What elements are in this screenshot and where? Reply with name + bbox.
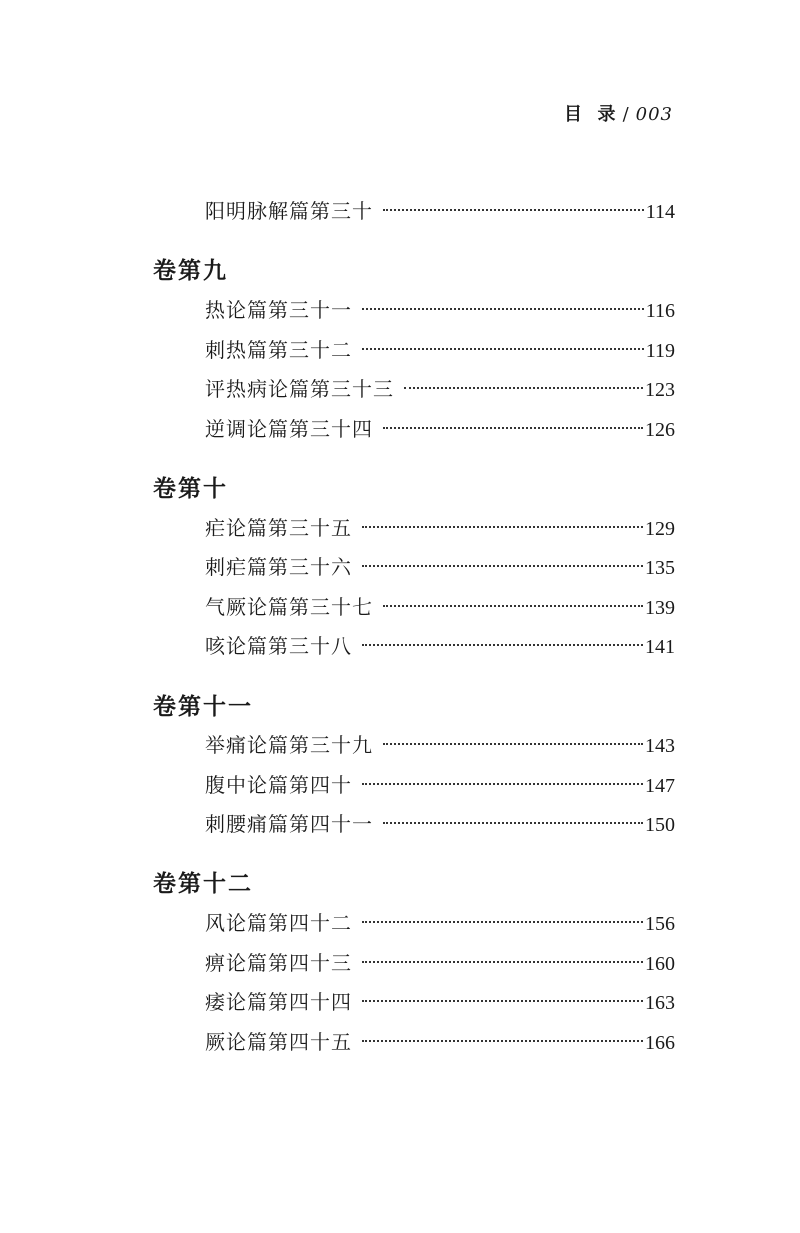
dot-leader — [362, 526, 643, 528]
toc-entry[interactable] — [205, 335, 675, 365]
dot-leader — [383, 209, 644, 211]
entry-title: 阳明脉解篇第三十 — [205, 199, 373, 223]
toc-entry[interactable] — [205, 414, 675, 444]
toc-entry[interactable] — [205, 987, 675, 1017]
dot-leader — [362, 1000, 643, 1002]
header-page-number: 003 — [635, 104, 673, 125]
entry-page-number: 114 — [645, 201, 675, 223]
entry-title: 逆调论篇第三十四 — [205, 417, 373, 441]
toc-entry[interactable] — [205, 770, 675, 800]
toc-entry[interactable] — [205, 809, 675, 839]
entry-page-number: 119 — [645, 340, 675, 362]
entry-page-number: 166 — [645, 1032, 675, 1054]
volume-heading: 卷第九 — [153, 257, 228, 284]
header-title: 目 录 — [564, 104, 617, 125]
toc-entry[interactable] — [205, 592, 675, 622]
entry-title: 气厥论篇第三十七 — [205, 595, 373, 619]
toc-entry[interactable] — [205, 513, 675, 543]
entry-title: 刺疟篇第三十六 — [205, 555, 352, 579]
entry-page-number: 156 — [645, 913, 675, 935]
toc-entry[interactable] — [205, 295, 675, 325]
entry-title: 风论篇第四十二 — [205, 911, 352, 935]
entry-page-number: 139 — [645, 597, 675, 619]
dot-leader — [362, 783, 643, 785]
dot-leader — [362, 961, 643, 963]
volume-heading: 卷第十二 — [153, 870, 253, 897]
entry-title: 刺热篇第三十二 — [205, 338, 352, 362]
dot-leader — [362, 1040, 643, 1042]
entry-title: 痿论篇第四十四 — [205, 990, 352, 1014]
entry-page-number: 129 — [645, 518, 675, 540]
volume-heading: 卷第十 — [153, 475, 228, 502]
entry-page-number: 116 — [645, 300, 675, 322]
dot-leader — [404, 387, 643, 389]
entry-page-number: 160 — [645, 953, 675, 975]
dot-leader — [383, 605, 643, 607]
entry-page-number: 143 — [645, 735, 675, 757]
entry-page-number: 150 — [645, 814, 675, 836]
toc-entry[interactable] — [205, 374, 675, 404]
entry-title: 评热病论篇第三十三 — [205, 377, 394, 401]
running-header — [564, 100, 673, 126]
volume-heading: 卷第十一 — [153, 693, 253, 720]
dot-leader — [362, 644, 643, 646]
dot-leader — [383, 427, 643, 429]
header-separator: / — [622, 104, 630, 125]
entry-page-number: 126 — [645, 419, 675, 441]
toc-entry[interactable] — [205, 730, 675, 760]
entry-title: 厥论篇第四十五 — [205, 1030, 352, 1054]
entry-title: 举痛论篇第三十九 — [205, 733, 373, 757]
entry-page-number: 141 — [645, 636, 675, 658]
entry-page-number: 163 — [645, 992, 675, 1014]
toc-entry[interactable] — [205, 1027, 675, 1057]
entry-page-number: 123 — [645, 379, 675, 401]
toc-entry[interactable] — [205, 196, 675, 226]
entry-title: 咳论篇第三十八 — [205, 634, 352, 658]
entry-title: 热论篇第三十一 — [205, 298, 352, 322]
toc-entry[interactable] — [205, 552, 675, 582]
toc-entry[interactable] — [205, 908, 675, 938]
dot-leader — [362, 921, 643, 923]
entry-page-number: 135 — [645, 557, 675, 579]
entry-title: 疟论篇第三十五 — [205, 516, 352, 540]
dot-leader — [362, 348, 644, 350]
dot-leader — [362, 565, 643, 567]
dot-leader — [383, 822, 643, 824]
dot-leader — [362, 308, 644, 310]
entry-title: 刺腰痛篇第四十一 — [205, 812, 373, 836]
entry-page-number: 147 — [645, 775, 675, 797]
toc-entry[interactable] — [205, 948, 675, 978]
dot-leader — [383, 743, 643, 745]
toc-entry[interactable] — [205, 631, 675, 661]
entry-title: 腹中论篇第四十 — [205, 773, 352, 797]
entry-title: 痹论篇第四十三 — [205, 951, 352, 975]
